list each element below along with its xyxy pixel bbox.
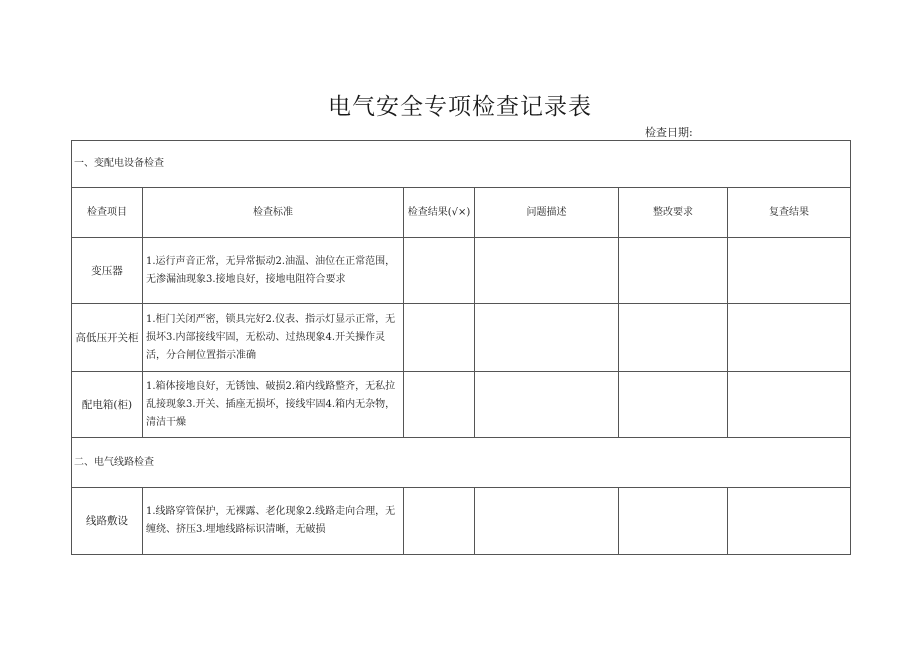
standard-transformer: 1.运行声音正常，无异常振动2.油温、油位在正常范围，无渗漏油现象3.接地良好，接地电阻符合要求 (143, 238, 404, 304)
item-switchgear: 高低压开关柜 (72, 304, 143, 372)
table-row (72, 238, 851, 304)
col-header-standard: 检查标准 (143, 188, 404, 238)
issue-cell[interactable] (475, 372, 619, 438)
item-wiring: 线路敷设 (72, 488, 143, 555)
table-row (72, 372, 851, 438)
result-cell[interactable] (404, 488, 475, 555)
rectification-cell[interactable] (619, 304, 728, 372)
table-row (72, 304, 851, 372)
inspection-date-label: 检查日期: (645, 126, 693, 139)
item-distribution-box: 配电箱(柜) (72, 372, 143, 438)
col-header-result: 检查结果(√×) (404, 188, 475, 238)
standard-switchgear: 1.柜门关闭严密，锁具完好2.仪表、指示灯显示正常，无损坏3.内部接线牢固，无松动、过热现象4.开关操作灵活，分合闸位置指示准确 (143, 304, 404, 372)
result-cell[interactable] (404, 238, 475, 304)
standard-distribution-box: 1.箱体接地良好，无锈蚀、破损2.箱内线路整齐，无私拉乱接现象3.开关、插座无损坏，接线牢固4.箱内无杂物，清洁干燥 (143, 372, 404, 438)
result-cell[interactable] (404, 304, 475, 372)
section-row (72, 438, 851, 488)
section-row (72, 141, 851, 188)
col-header-recheck: 复查结果 (728, 188, 851, 238)
result-cell[interactable] (404, 372, 475, 438)
recheck-cell[interactable] (728, 488, 851, 555)
recheck-cell[interactable] (728, 238, 851, 304)
table-row (72, 488, 851, 555)
col-header-rectification: 整改要求 (619, 188, 728, 238)
section-title-wiring: 二、电气线路检查 (72, 438, 851, 488)
item-transformer: 变压器 (72, 238, 143, 304)
recheck-cell[interactable] (728, 304, 851, 372)
recheck-cell[interactable] (728, 372, 851, 438)
standard-wiring: 1.线路穿管保护，无裸露、老化现象2.线路走向合理，无缠绕、挤压3.埋地线路标识清晰，无破损 (143, 488, 404, 555)
rectification-cell[interactable] (619, 238, 728, 304)
issue-cell[interactable] (475, 238, 619, 304)
document-title: 电气安全专项检查记录表 (328, 94, 592, 120)
inspection-record-table (71, 140, 851, 555)
section-title-substation: 一、变配电设备检查 (72, 141, 851, 188)
col-header-issue: 问题描述 (475, 188, 619, 238)
issue-cell[interactable] (475, 304, 619, 372)
col-header-item: 检查项目 (72, 188, 143, 238)
header-row (72, 188, 851, 238)
rectification-cell[interactable] (619, 372, 728, 438)
rectification-cell[interactable] (619, 488, 728, 555)
issue-cell[interactable] (475, 488, 619, 555)
